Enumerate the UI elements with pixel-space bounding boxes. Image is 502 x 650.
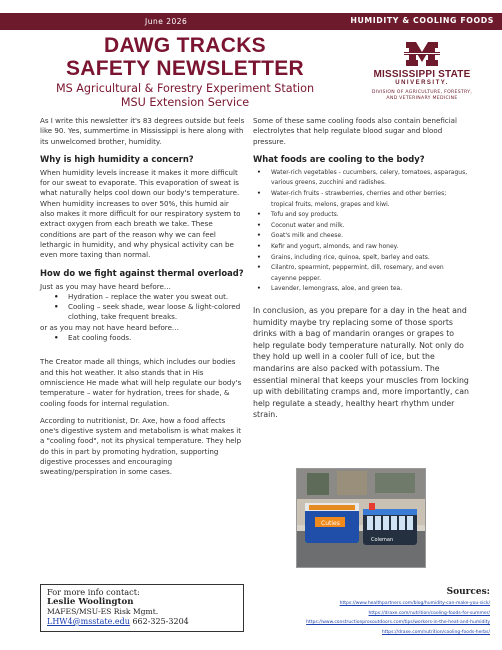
list-item: • Water-rich fruits - strawberries, cherries and other berries; tropical fruits, melons, grapes and kiwi. [253, 189, 469, 210]
list-item: • Goat's milk and cheese. [253, 231, 469, 242]
source-link[interactable]: https://draxe.com/nutrition/cooling-foods-herbs/ [381, 629, 490, 635]
electrolytes-paragraph: Some of these same cooling foods also contain beneficial electrolytes that help regulate blood sugar and blood pressure. [253, 116, 457, 146]
source-link[interactable]: https://www.healthpartners.com/blog/humidity-can-make-you-sick/ [339, 601, 490, 606]
contact-phone: 662-325-3204 [132, 616, 189, 626]
logo-university-name: MISSISSIPPI STATE [373, 69, 471, 80]
subtitle-station: MS Agricultural & Forestry Experiment Station [55, 82, 315, 95]
creator-paragraph: The Creator made all things, which includes our bodies and this hot weather. It also stands that in His omniscience He made what will help regulate our body's temperature – water for hydration, trees for shade, & cooling foods for internal regulation. [40, 357, 242, 408]
list-item: • Hydration – replace the water you sweat out. [40, 292, 245, 302]
dr-axe-paragraph: According to nutritionist, Dr. Axe, how a food affects one's digestive system and metabolism is what makes it a "cooling food", not its physical temperature. They help do this in part by promoting hydration, supporting digestive processes and encouraging sweating/perspiration in some cases. [40, 415, 242, 477]
humidity-paragraph: When humidity levels increase it makes it more difficult for our sweat to evaporate. This evaporation of sweat is what naturally helps cool down our body's temperature. When humidity increases to over 50%, this humid air also makes it more difficult for our respiratory system to extract oxygen from each breath we take. These conditions are part of the reason why we can feel lethargic in humidity, and why physical activity can be even more taxing than normal. [40, 167, 241, 260]
list-item: • Cooling – seek shade, wear loose & light-colored clothing, take frequent breaks. [40, 302, 245, 323]
source-link[interactable]: https://draxe.com/nutrition/cooling-foods-for-summer/ [368, 610, 490, 616]
right-column [253, 116, 469, 428]
subtitle-extension: MSU Extension Service [120, 96, 250, 109]
contact-heading: For more info contact: [47, 587, 140, 597]
issue-topic: HUMIDITY & COOLING FOODS [350, 16, 494, 25]
source-link[interactable]: https://www.constructionprosoutdoors.com/tips/workers-in-the-heat-and-humidity [306, 620, 490, 626]
logo-university-sub: UNIVERSITY. [395, 80, 449, 86]
cooling-foods-list [253, 168, 469, 295]
contact-role: MAFES/MSU-ES Risk Mgmt. [47, 607, 159, 617]
contact-name: Leslie Woolington [47, 596, 134, 607]
msu-logo [352, 40, 492, 110]
list-item: • Eat cooling foods. [40, 333, 245, 343]
sources-title: Sources: [446, 587, 490, 597]
contact-box [40, 584, 244, 632]
heading-thermal-overload: How do we fight against thermal overload? [40, 267, 244, 278]
heading-humidity-concern: Why is high humidity a concern? [40, 153, 194, 164]
cooler-photo [296, 468, 426, 568]
logo-division-line2: AND VETERINARY MEDICINE [386, 95, 458, 101]
tips-list-2 [40, 333, 245, 343]
list-item: • Coconut water and milk. [253, 221, 469, 232]
sources-section [246, 587, 490, 637]
newsletter-title-line1: DAWG TRACKS [104, 34, 266, 57]
list-item: • Water-rich vegetables - cucumbers, celery, tomatoes, asparagus, various greens, zucchini and radishes. [253, 168, 469, 189]
cooler-photo-illustration [297, 469, 426, 568]
list-item: • Tofu and soy products. [253, 210, 469, 221]
cooler-brand-label: Coleman [371, 537, 394, 543]
msu-m-emblem-icon [402, 40, 442, 68]
conclusion-paragraph: In conclusion, as you prepare for a day in the heat and humidity maybe try replacing some of those sports drinks with a bag of mandarin oranges or grapes to help regulate body temperature naturally. Not only do they hold up well in a cooler full of ice, but the mandarins are also packed with potassium. The essential mineral that keeps your muscles from locking up with debilitating cramps and, more importantly, can help regulate a steady, healthy heart rhythm under strain. [253, 306, 469, 420]
contact-email-link[interactable]: LHW4@msstate.edu [47, 616, 130, 626]
cooler-label: Cuties [321, 520, 340, 527]
lead-not-heard: or as you may not have heard before… [40, 322, 180, 332]
newsletter-title-line2: SAFETY NEWSLETTER [65, 57, 305, 80]
intro-paragraph: As I write this newsletter it's 83 degrees outside but feels like 90. Yes, summertime in Mississippi is here along with its unwelcomed brother, humidity. [40, 116, 245, 146]
heading-cooling-foods: What foods are cooling to the body? [253, 153, 425, 164]
tips-list [40, 292, 245, 323]
list-item: • Cilantro, spearmint, peppermint, dill, rosemary, and even cayenne pepper. [253, 263, 469, 284]
list-item: • Lavender, lemongrass, aloe, and green tea. [253, 284, 469, 295]
issue-date: June 2026 [145, 17, 188, 26]
list-item: • Kefir and yogurt, almonds, and raw honey. [253, 242, 469, 253]
logo-division-line1: DIVISION OF AGRICULTURE, FORESTRY, [371, 90, 473, 95]
header-bar [0, 13, 502, 30]
lead-heard-before: Just as you may have heard before… [40, 281, 171, 291]
left-column [40, 116, 245, 485]
list-item: • Grains, including rice, quinoa, spelt, barley and oats. [253, 253, 469, 264]
